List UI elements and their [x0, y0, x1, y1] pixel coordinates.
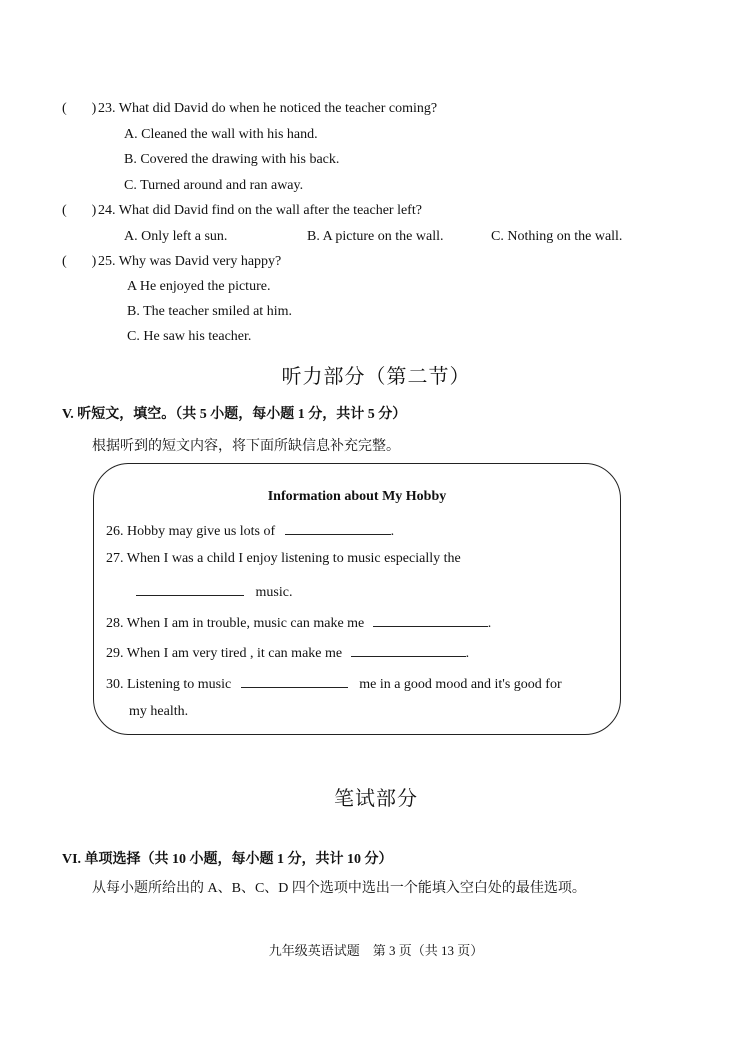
section-5-instruction: 根据听到的短文内容，将下面所缺信息补充完整。 — [92, 439, 400, 454]
question-text: Why was David very happy? — [118, 254, 282, 269]
item-30-cont: my health. — [129, 704, 189, 719]
question-24 — [62, 203, 422, 219]
question-23 — [62, 101, 437, 117]
option-24c: C. Nothing on the wall. — [491, 229, 623, 244]
blank-26[interactable] — [285, 520, 391, 535]
option-23c: C. Turned around and ran away. — [124, 178, 304, 193]
question-number: 25. — [98, 254, 116, 269]
option-23a: A. Cleaned the wall with his hand. — [124, 127, 318, 142]
hobby-box-title: Information about My Hobby — [267, 489, 447, 504]
item-27: 27. When I was a child I enjoy listening to music especially the — [106, 551, 461, 566]
question-number: 24. — [98, 203, 116, 218]
item-26: 26. Hobby may give us lots of . — [106, 520, 394, 540]
question-text: What did David find on the wall after the teacher left? — [118, 203, 422, 218]
option-25b: B. The teacher smiled at him. — [127, 304, 292, 319]
item-27-cont: music. — [136, 581, 292, 601]
option-23b: B. Covered the drawing with his back. — [124, 152, 340, 167]
answer-paren-24[interactable]: ( ) — [62, 203, 97, 218]
written-part-heading: 笔试部分 — [334, 786, 418, 810]
blank-27[interactable] — [136, 581, 244, 596]
option-25a: A He enjoyed the picture. — [127, 279, 271, 294]
page-footer: 九年级英语试题 第 3 页（共 13 页） — [268, 943, 484, 958]
question-25 — [62, 254, 281, 270]
option-24a: A. Only left a sun. — [124, 229, 228, 244]
option-25c: C. He saw his teacher. — [127, 329, 252, 344]
question-text: What did David do when he noticed the teacher coming? — [118, 101, 438, 116]
listening-part2-heading: 听力部分（第二节） — [281, 364, 471, 388]
section-6-title: VI. 单项选择（共 10 小题，每小题 1 分，共计 10 分） — [62, 852, 393, 867]
section-5-title: V. 听短文，填空。（共 5 小题，每小题 1 分，共计 5 分） — [62, 407, 407, 422]
blank-30[interactable] — [241, 673, 348, 688]
answer-paren-25[interactable]: ( ) — [62, 254, 97, 269]
option-24b: B. A picture on the wall. — [307, 229, 444, 244]
item-28: 28. When I am in trouble, music can make me . — [106, 612, 491, 632]
blank-29[interactable] — [351, 642, 466, 657]
blank-28[interactable] — [373, 612, 488, 627]
item-30: 30. Listening to music me in a good mood and it's good for — [106, 673, 562, 693]
section-6-instruction: 从每小题所给出的 A、B、C、D 四个选项中选出一个能填入空白处的最佳选项。 — [92, 881, 586, 896]
item-29: 29. When I am very tired , it can make me . — [106, 642, 469, 662]
answer-paren-23[interactable]: ( ) — [62, 101, 97, 116]
question-number: 23. — [98, 101, 116, 116]
